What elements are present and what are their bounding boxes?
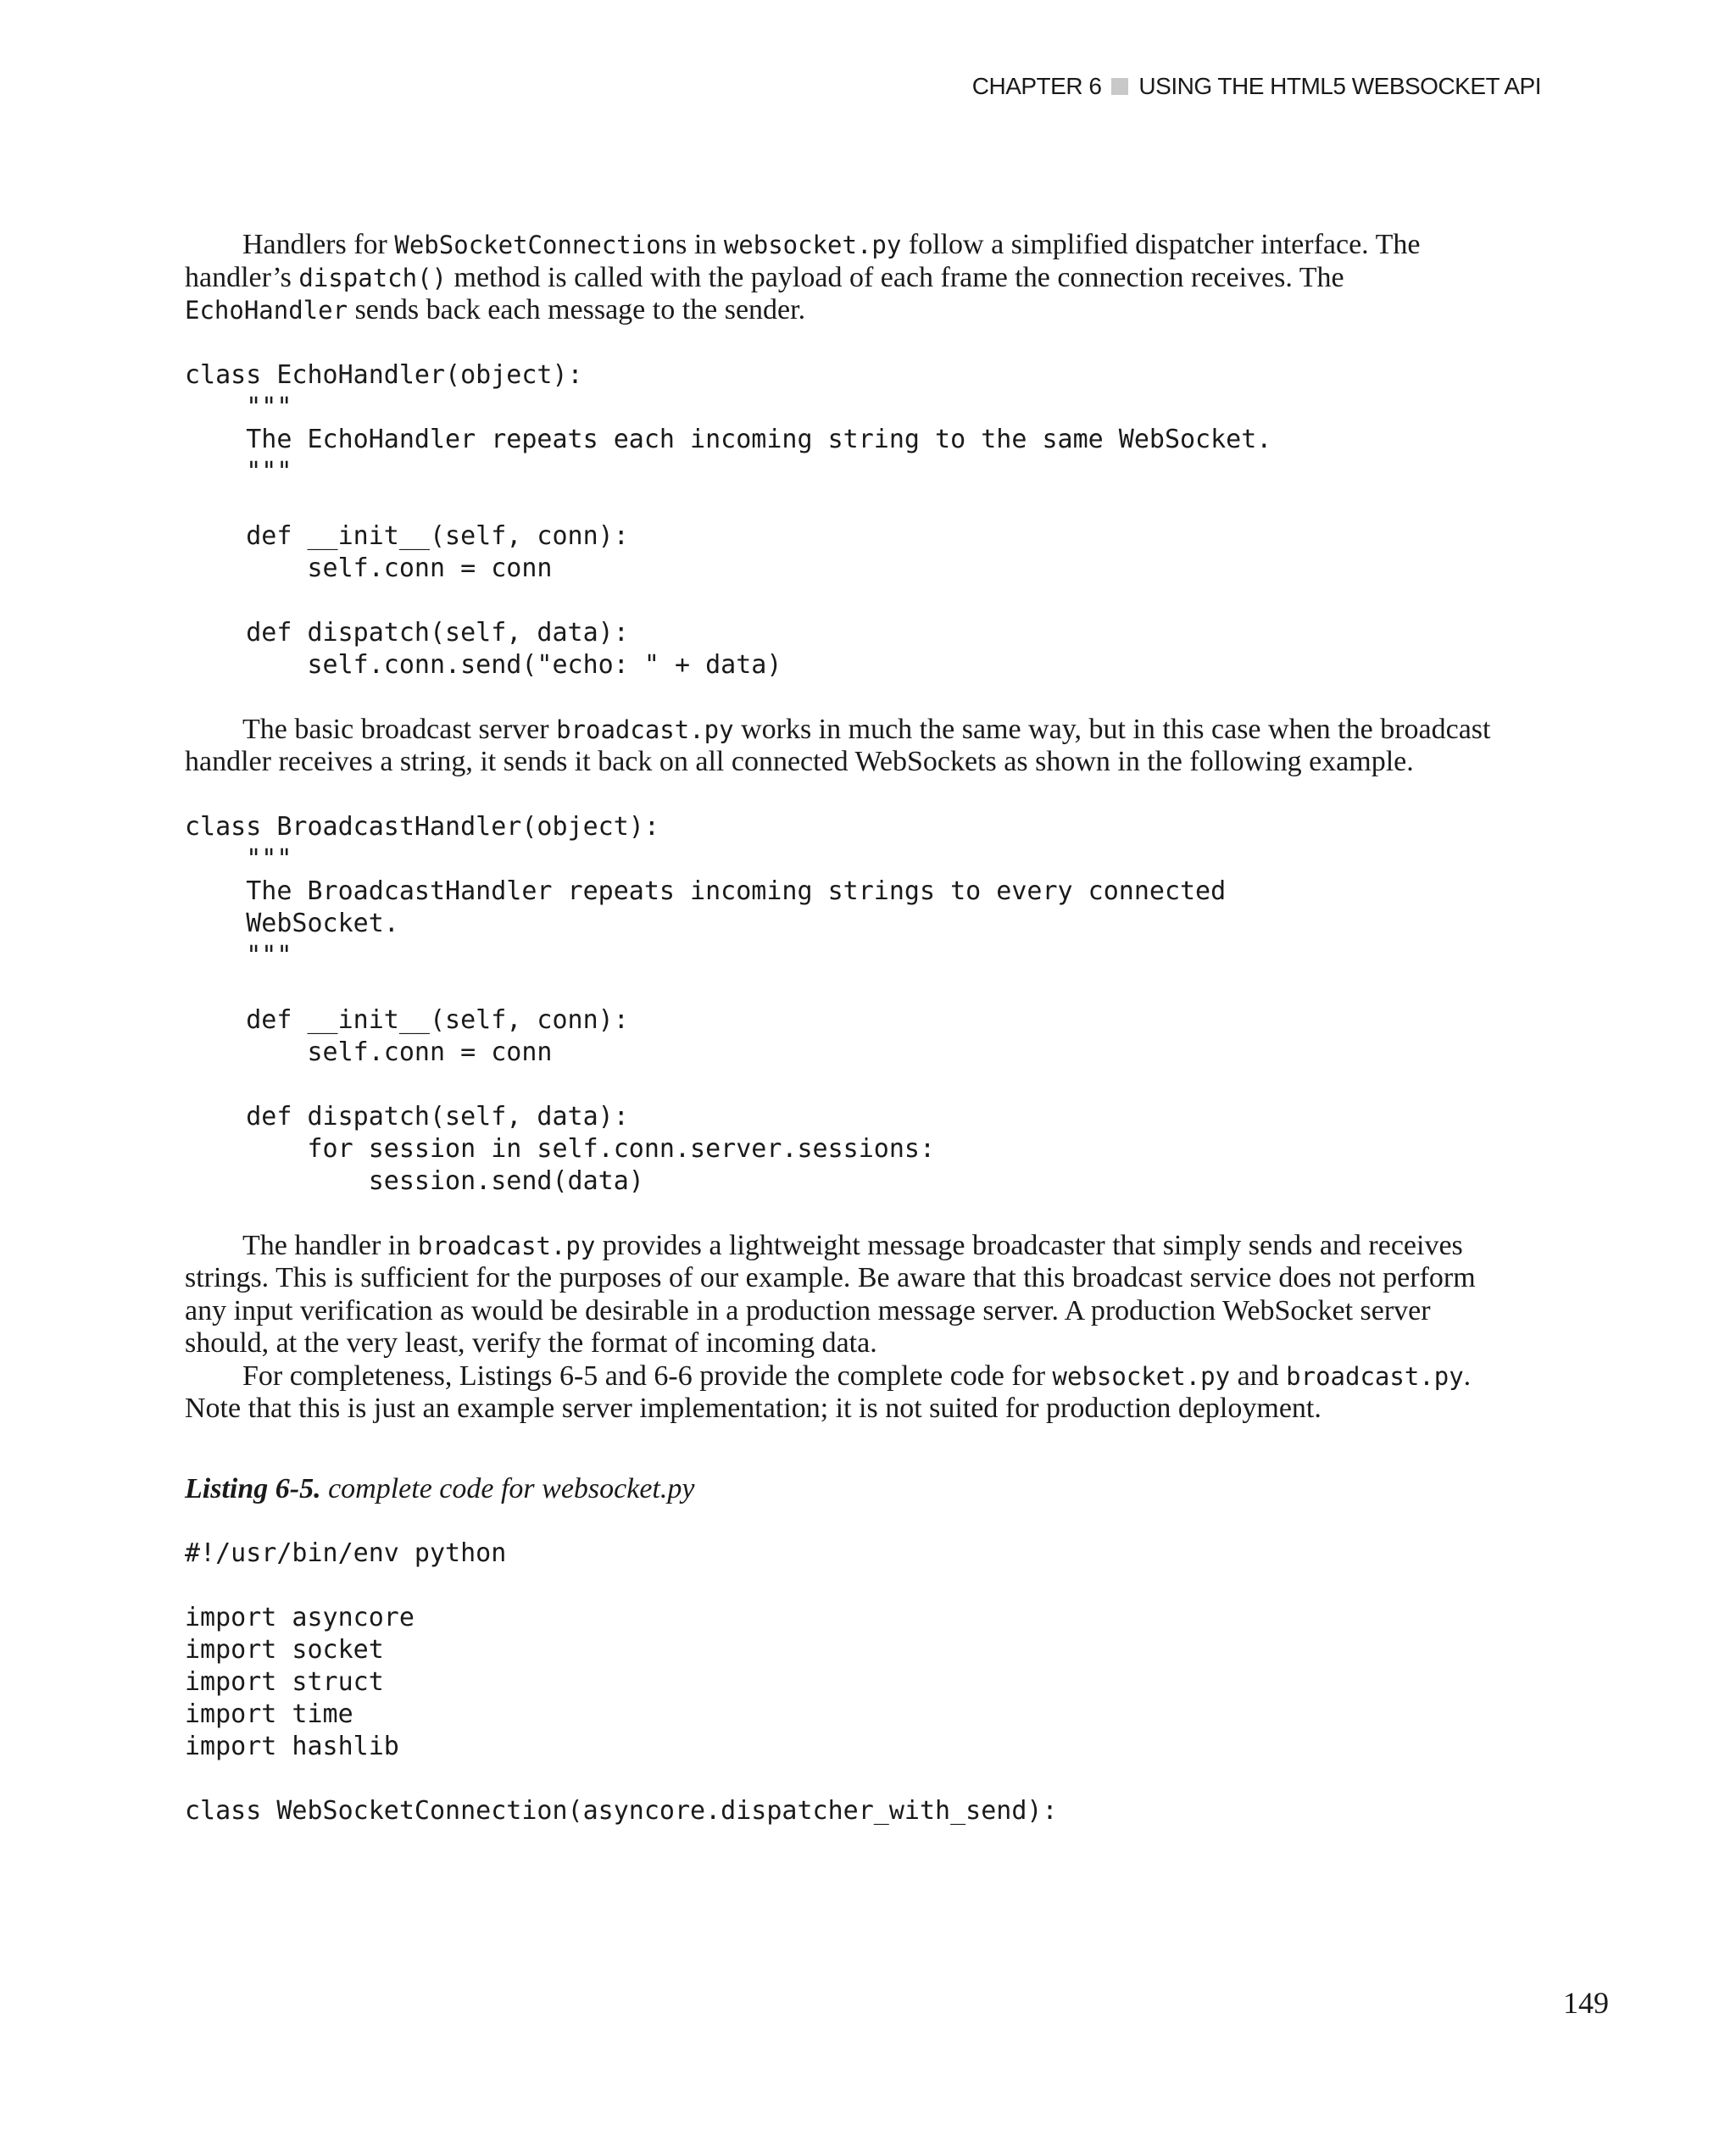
paragraph-broadcast-server xyxy=(185,714,1507,779)
inline-code: websocket.py xyxy=(723,231,902,259)
inline-code: broadcast.py xyxy=(417,1231,596,1260)
inline-code: broadcast.py xyxy=(556,715,734,744)
running-head xyxy=(972,73,1541,100)
inline-code: broadcast.py xyxy=(1286,1361,1464,1391)
separator-square-icon xyxy=(1111,78,1128,95)
text: . Note that this is just an example server implementation; it is not suited for production deployment. xyxy=(185,1360,1472,1424)
text: sends back each message to the sender. xyxy=(348,294,806,325)
text: The handler in xyxy=(242,1229,418,1261)
text: The basic broadcast server xyxy=(242,713,557,745)
text: Handlers for xyxy=(242,229,395,260)
page-number: 149 xyxy=(1563,1986,1609,2020)
text: s in xyxy=(676,229,724,260)
paragraph-completeness xyxy=(185,1360,1507,1426)
listing-title: complete code for websocket.py xyxy=(320,1472,695,1504)
code-block-echo-handler: class EchoHandler(object): """ The EchoHandler repeats each incoming string to the same WebSocket. """ def __init__(self, conn): self.conn = conn def dispatch(self, data): self.conn.send("echo: " + data) xyxy=(185,359,1272,680)
text: follow a simplified dispatcher interface. The handler’s xyxy=(185,229,1421,293)
spacer xyxy=(185,681,1507,714)
code-block-websocket-py: #!/usr/bin/env python import asyncore import socket import struct import time import hashlib class WebSocketConnection(asyncore.dispatcher_with_send): xyxy=(185,1538,1058,1826)
code-block-broadcast-handler: class BroadcastHandler(object): """ The BroadcastHandler repeats incoming strings to every connected WebSocket. """ def __init__(self, conn): self.conn = conn def dispatch(self, data): for session in self.conn.server.sessions: session.send(data) xyxy=(185,811,1227,1196)
text: method is called with the payload of each frame the connection receives. The xyxy=(447,261,1344,293)
paragraph-handlers xyxy=(185,229,1507,327)
text: and xyxy=(1230,1360,1287,1392)
paragraph-handler-in-broadcast xyxy=(185,1230,1507,1360)
spacer xyxy=(185,1426,1507,1473)
text: For completeness, Listings 6-5 and 6-6 provide the complete code for xyxy=(242,1360,1053,1392)
chapter-title: USING THE HTML5 WEBSOCKET API xyxy=(1138,73,1541,99)
text: provides a lightweight message broadcaster that simply sends and receives strings. This is sufficient for the purposes of our example. Be aware that this broadcast service does not perform any input verification as would be desirable in a production message server. A production WebSocket server should, at the very least, verify the format of incoming data. xyxy=(185,1229,1476,1359)
inline-code: dispatch() xyxy=(298,263,447,292)
inline-code: websocket.py xyxy=(1052,1361,1231,1391)
chapter-label: CHAPTER 6 xyxy=(971,73,1102,99)
spacer xyxy=(185,327,1507,359)
main-content xyxy=(185,229,1507,1827)
spacer xyxy=(185,1198,1507,1230)
text: works in much the same way, but in this case when the broadcast handler receives a string, it sends it back on all connected WebSockets as shown in the following example. xyxy=(185,713,1491,777)
inline-code: EchoHandler xyxy=(185,296,348,325)
inline-code: WebSocketConnection xyxy=(394,231,676,259)
listing-caption xyxy=(185,1473,1507,1505)
spacer xyxy=(185,779,1507,811)
listing-label: Listing 6-5. xyxy=(185,1472,321,1504)
spacer xyxy=(185,1505,1507,1538)
